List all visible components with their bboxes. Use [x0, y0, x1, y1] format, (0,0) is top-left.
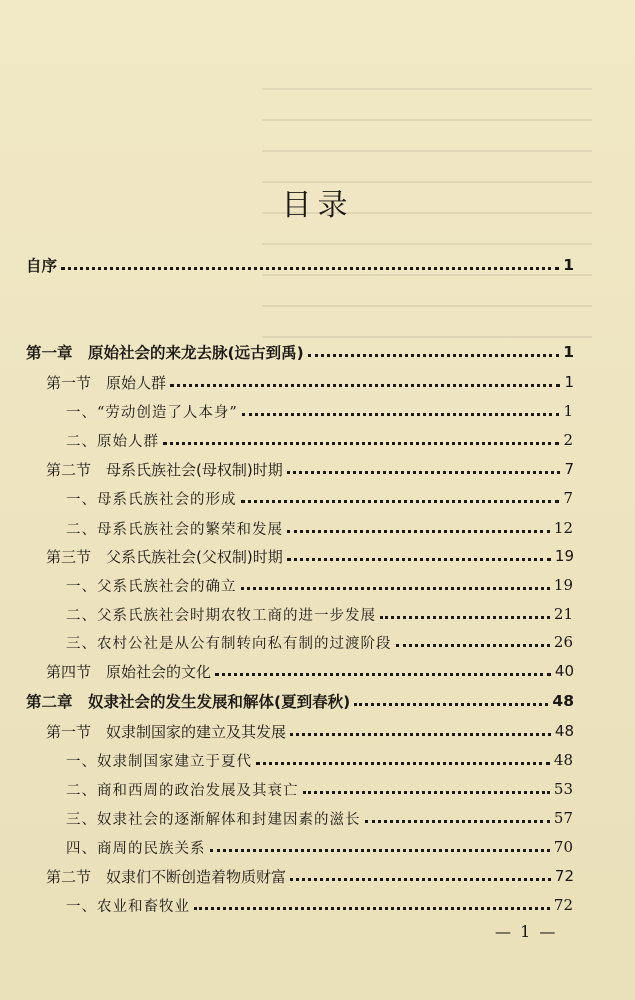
dot-leader	[290, 733, 551, 736]
toc-entry-page: 72	[554, 867, 574, 885]
toc-entry-title: 第一节 原始人群	[46, 373, 167, 392]
toc-entry-title: 二、原始人群	[66, 433, 159, 450]
dot-leader	[365, 820, 550, 823]
page-number: — 1 —	[495, 922, 558, 941]
dot-leader	[215, 673, 551, 676]
dot-leader	[194, 907, 550, 910]
toc-entry[interactable]	[66, 572, 573, 598]
toc-entry-title: 一、奴隶制国家建立于夏代	[66, 753, 252, 770]
dot-leader	[308, 354, 560, 357]
dot-leader	[241, 500, 560, 503]
toc-entry[interactable]	[66, 485, 573, 511]
toc-entry-title: 三、农村公社是从公有制转向私有制的过渡阶段	[66, 635, 392, 652]
toc-entry-page: 1	[563, 256, 574, 274]
toc-entry-page: 40	[554, 662, 574, 680]
toc-entry-title: 四、商周的民族关系	[66, 840, 206, 857]
dot-leader	[303, 791, 550, 794]
dot-leader	[290, 878, 551, 881]
toc-entry-title: 第一节 奴隶制国家的建立及其发展	[46, 722, 287, 741]
toc-entry-page: 1	[563, 402, 573, 420]
toc-entry[interactable]	[66, 398, 573, 424]
dot-leader	[396, 644, 550, 647]
toc-entry-page: 21	[553, 605, 573, 623]
toc-entry-title: 二、父系氏族社会时期农牧工商的进一步发展	[66, 607, 376, 624]
toc-entry-page: 48	[553, 751, 573, 769]
toc-entry-title: 二、商和西周的政治发展及其衰亡	[66, 782, 299, 799]
toc-entry[interactable]	[66, 629, 573, 655]
dot-leader	[354, 703, 548, 706]
toc-entry-page: 57	[553, 809, 573, 827]
toc-entry-title: 一、母系氏族社会的形成	[66, 491, 237, 508]
toc-entry[interactable]	[66, 427, 573, 453]
toc-entry[interactable]	[46, 369, 574, 395]
toc-entry[interactable]	[66, 601, 573, 627]
toc-entry-title: 一、“劳动创造了人本身”	[66, 404, 238, 421]
dot-leader	[61, 267, 559, 270]
toc-entry[interactable]	[26, 339, 574, 365]
dot-leader	[241, 587, 550, 590]
toc-entry-title: 一、父系氏族社会的确立	[66, 578, 237, 595]
toc-entry-title: 第二节 奴隶们不断创造着物质财富	[46, 867, 287, 886]
toc-entry[interactable]	[66, 892, 573, 918]
toc-entry-page: 48	[552, 692, 574, 710]
toc-entry-title: 第二节 母系氏族社会(母权制)时期	[46, 460, 283, 479]
toc-entry-page: 26	[553, 633, 573, 651]
dot-leader	[210, 849, 550, 852]
toc-entry-title: 第三节 父系氏族社会(父权制)时期	[46, 547, 283, 566]
toc-entry-title: 三、奴隶社会的逐渐解体和封建因素的滋长	[66, 811, 361, 828]
toc-entry-title: 自序	[26, 257, 58, 275]
toc-entry[interactable]	[46, 456, 574, 482]
toc-entry-title: 第一章 原始社会的来龙去脉(远古到禹)	[26, 344, 304, 362]
toc-entry[interactable]	[26, 252, 574, 278]
toc-entry[interactable]	[66, 776, 573, 802]
toc-entry[interactable]	[46, 543, 574, 569]
toc-entry-title: 二、母系氏族社会的繁荣和发展	[66, 521, 283, 538]
dot-leader	[170, 384, 560, 387]
dot-leader	[287, 558, 551, 561]
dot-leader	[287, 530, 550, 533]
dot-leader	[256, 762, 550, 765]
toc-entry[interactable]	[66, 747, 573, 773]
toc-entry[interactable]	[66, 834, 573, 860]
toc-entry-page: 72	[553, 896, 573, 914]
toc-entry[interactable]	[46, 863, 574, 889]
toc-entry-page: 1	[564, 373, 574, 391]
toc-entry[interactable]	[26, 688, 574, 714]
dot-leader	[380, 616, 550, 619]
toc-entry[interactable]	[46, 718, 574, 744]
toc-entry-page: 48	[554, 722, 574, 740]
toc-entry-page: 53	[553, 780, 573, 798]
page-title: 目录	[281, 188, 354, 223]
toc-entry-page: 70	[553, 838, 573, 856]
toc-entry-page: 2	[563, 431, 573, 449]
toc-entry[interactable]	[66, 805, 573, 831]
toc-entry[interactable]	[66, 515, 573, 541]
toc-entry[interactable]	[46, 658, 574, 684]
toc-entry-page: 19	[553, 576, 573, 594]
dot-leader	[287, 471, 561, 474]
toc-entry-title: 第四节 原始社会的文化	[46, 662, 212, 681]
toc-entry-page: 12	[553, 519, 573, 537]
dot-leader	[242, 413, 560, 416]
toc-entry-page: 7	[563, 489, 573, 507]
toc-entry-title: 一、农业和畜牧业	[66, 898, 190, 915]
toc-entry-title: 第二章 奴隶社会的发生发展和解体(夏到春秋)	[26, 693, 351, 711]
dot-leader	[163, 442, 559, 445]
toc-entry-page: 1	[563, 343, 574, 361]
toc-entry-page: 19	[554, 547, 574, 565]
toc-entry-page: 7	[564, 460, 574, 478]
